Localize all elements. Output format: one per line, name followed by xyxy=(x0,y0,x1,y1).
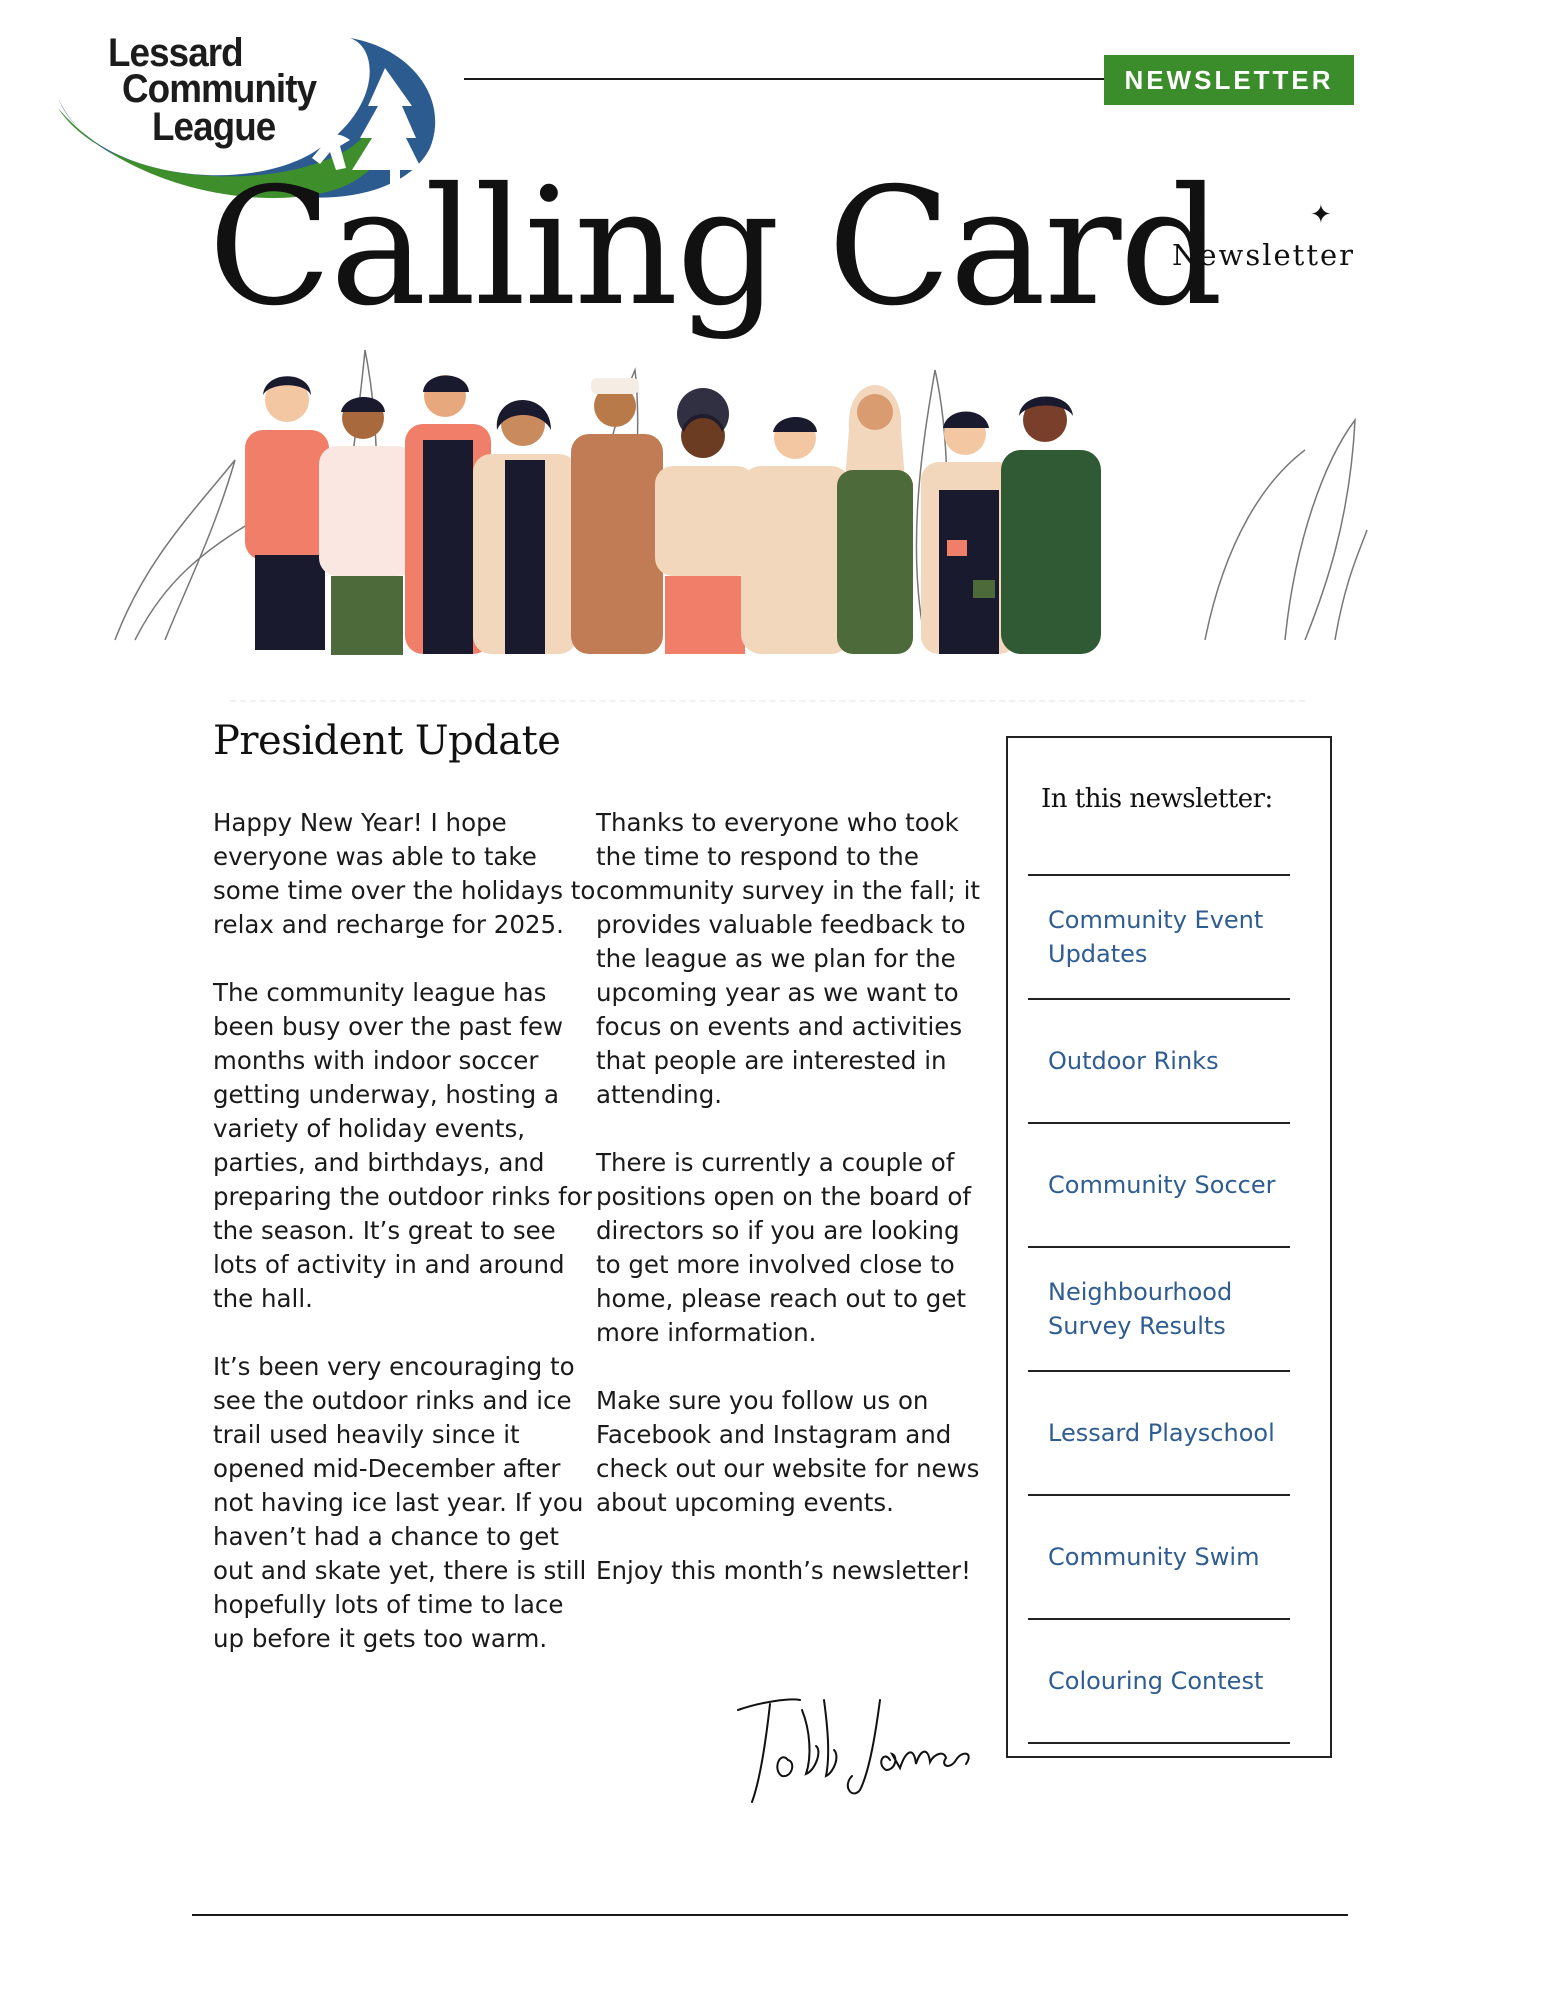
logo-line-2: Community xyxy=(122,67,317,111)
sparkle-icon: ✦ xyxy=(1310,200,1332,230)
diverse-people-illustration xyxy=(105,340,1370,655)
update-paragraph: Thanks to everyone who took the time to respond to the community survey in the fall; it provides valuable feedback to the league as we plan for the upcoming year as we want to focus on events and activities that people are interested in attending. xyxy=(596,808,980,1109)
masthead-subtitle: Newsletter xyxy=(1172,238,1356,272)
toc-link-neighbourhood-survey-results[interactable]: Neighbourhood Survey Results xyxy=(1048,1278,1233,1340)
toc-title: In this newsletter: xyxy=(1041,784,1273,814)
newsletter-badge: NEWSLETTER xyxy=(1104,55,1354,105)
divider xyxy=(230,700,1305,704)
toc-divider xyxy=(1028,1742,1290,1744)
toc-link-community-swim[interactable]: Community Swim xyxy=(1048,1543,1260,1571)
toc-link-outdoor-rinks[interactable]: Outdoor Rinks xyxy=(1048,1047,1219,1075)
update-paragraph: There is currently a couple of positions open on the board of directors so if you are looking to get more involved close to home, please reach out to get more information. xyxy=(596,1148,971,1347)
update-paragraph: Happy New Year! I hope everyone was able to take some time over the holidays to relax and recharge for 2025. xyxy=(213,808,596,939)
people-illustration-icon xyxy=(105,340,1370,655)
toc-link-community-event-updates[interactable]: Community Event Updates xyxy=(1048,906,1264,968)
update-paragraph: Make sure you follow us on Facebook and Instagram and check out our website for news about upcoming events. xyxy=(596,1386,980,1517)
update-paragraph: The community league has been busy over the past few months with indoor soccer getting underway, hosting a variety of holiday events, parties, and birthdays, and preparing the outdoor rinks for the season. It’s great to see lots of activity in and around the hall. xyxy=(213,978,592,1313)
logo-line-1: Lessard xyxy=(108,31,243,75)
newsletter-contents-box xyxy=(1006,736,1332,1758)
toc-link-lessard-playschool[interactable]: Lessard Playschool xyxy=(1048,1419,1275,1447)
update-paragraph: It’s been very encouraging to see the outdoor rinks and ice trail used heavily since it opened mid-December after not having ice last year. If you haven’t had a chance to get out and skate yet, there is still hopefully lots of time to lace up before it gets too warm. xyxy=(213,1352,587,1653)
signature-icon xyxy=(730,1690,980,1810)
masthead-title: Calling Card xyxy=(208,154,1222,342)
update-paragraph: Enjoy this month’s newsletter! xyxy=(596,1556,971,1585)
update-column-right xyxy=(596,806,981,1622)
update-column-left xyxy=(213,806,598,1690)
toc-link-colouring-contest[interactable]: Colouring Contest xyxy=(1048,1667,1264,1695)
header-rule xyxy=(464,78,1104,80)
section-title: President Update xyxy=(213,718,561,764)
signature xyxy=(730,1690,980,1810)
logo-line-3: League xyxy=(152,105,276,149)
toc-link-community-soccer[interactable]: Community Soccer xyxy=(1048,1171,1276,1199)
footer-rule xyxy=(192,1914,1348,1916)
